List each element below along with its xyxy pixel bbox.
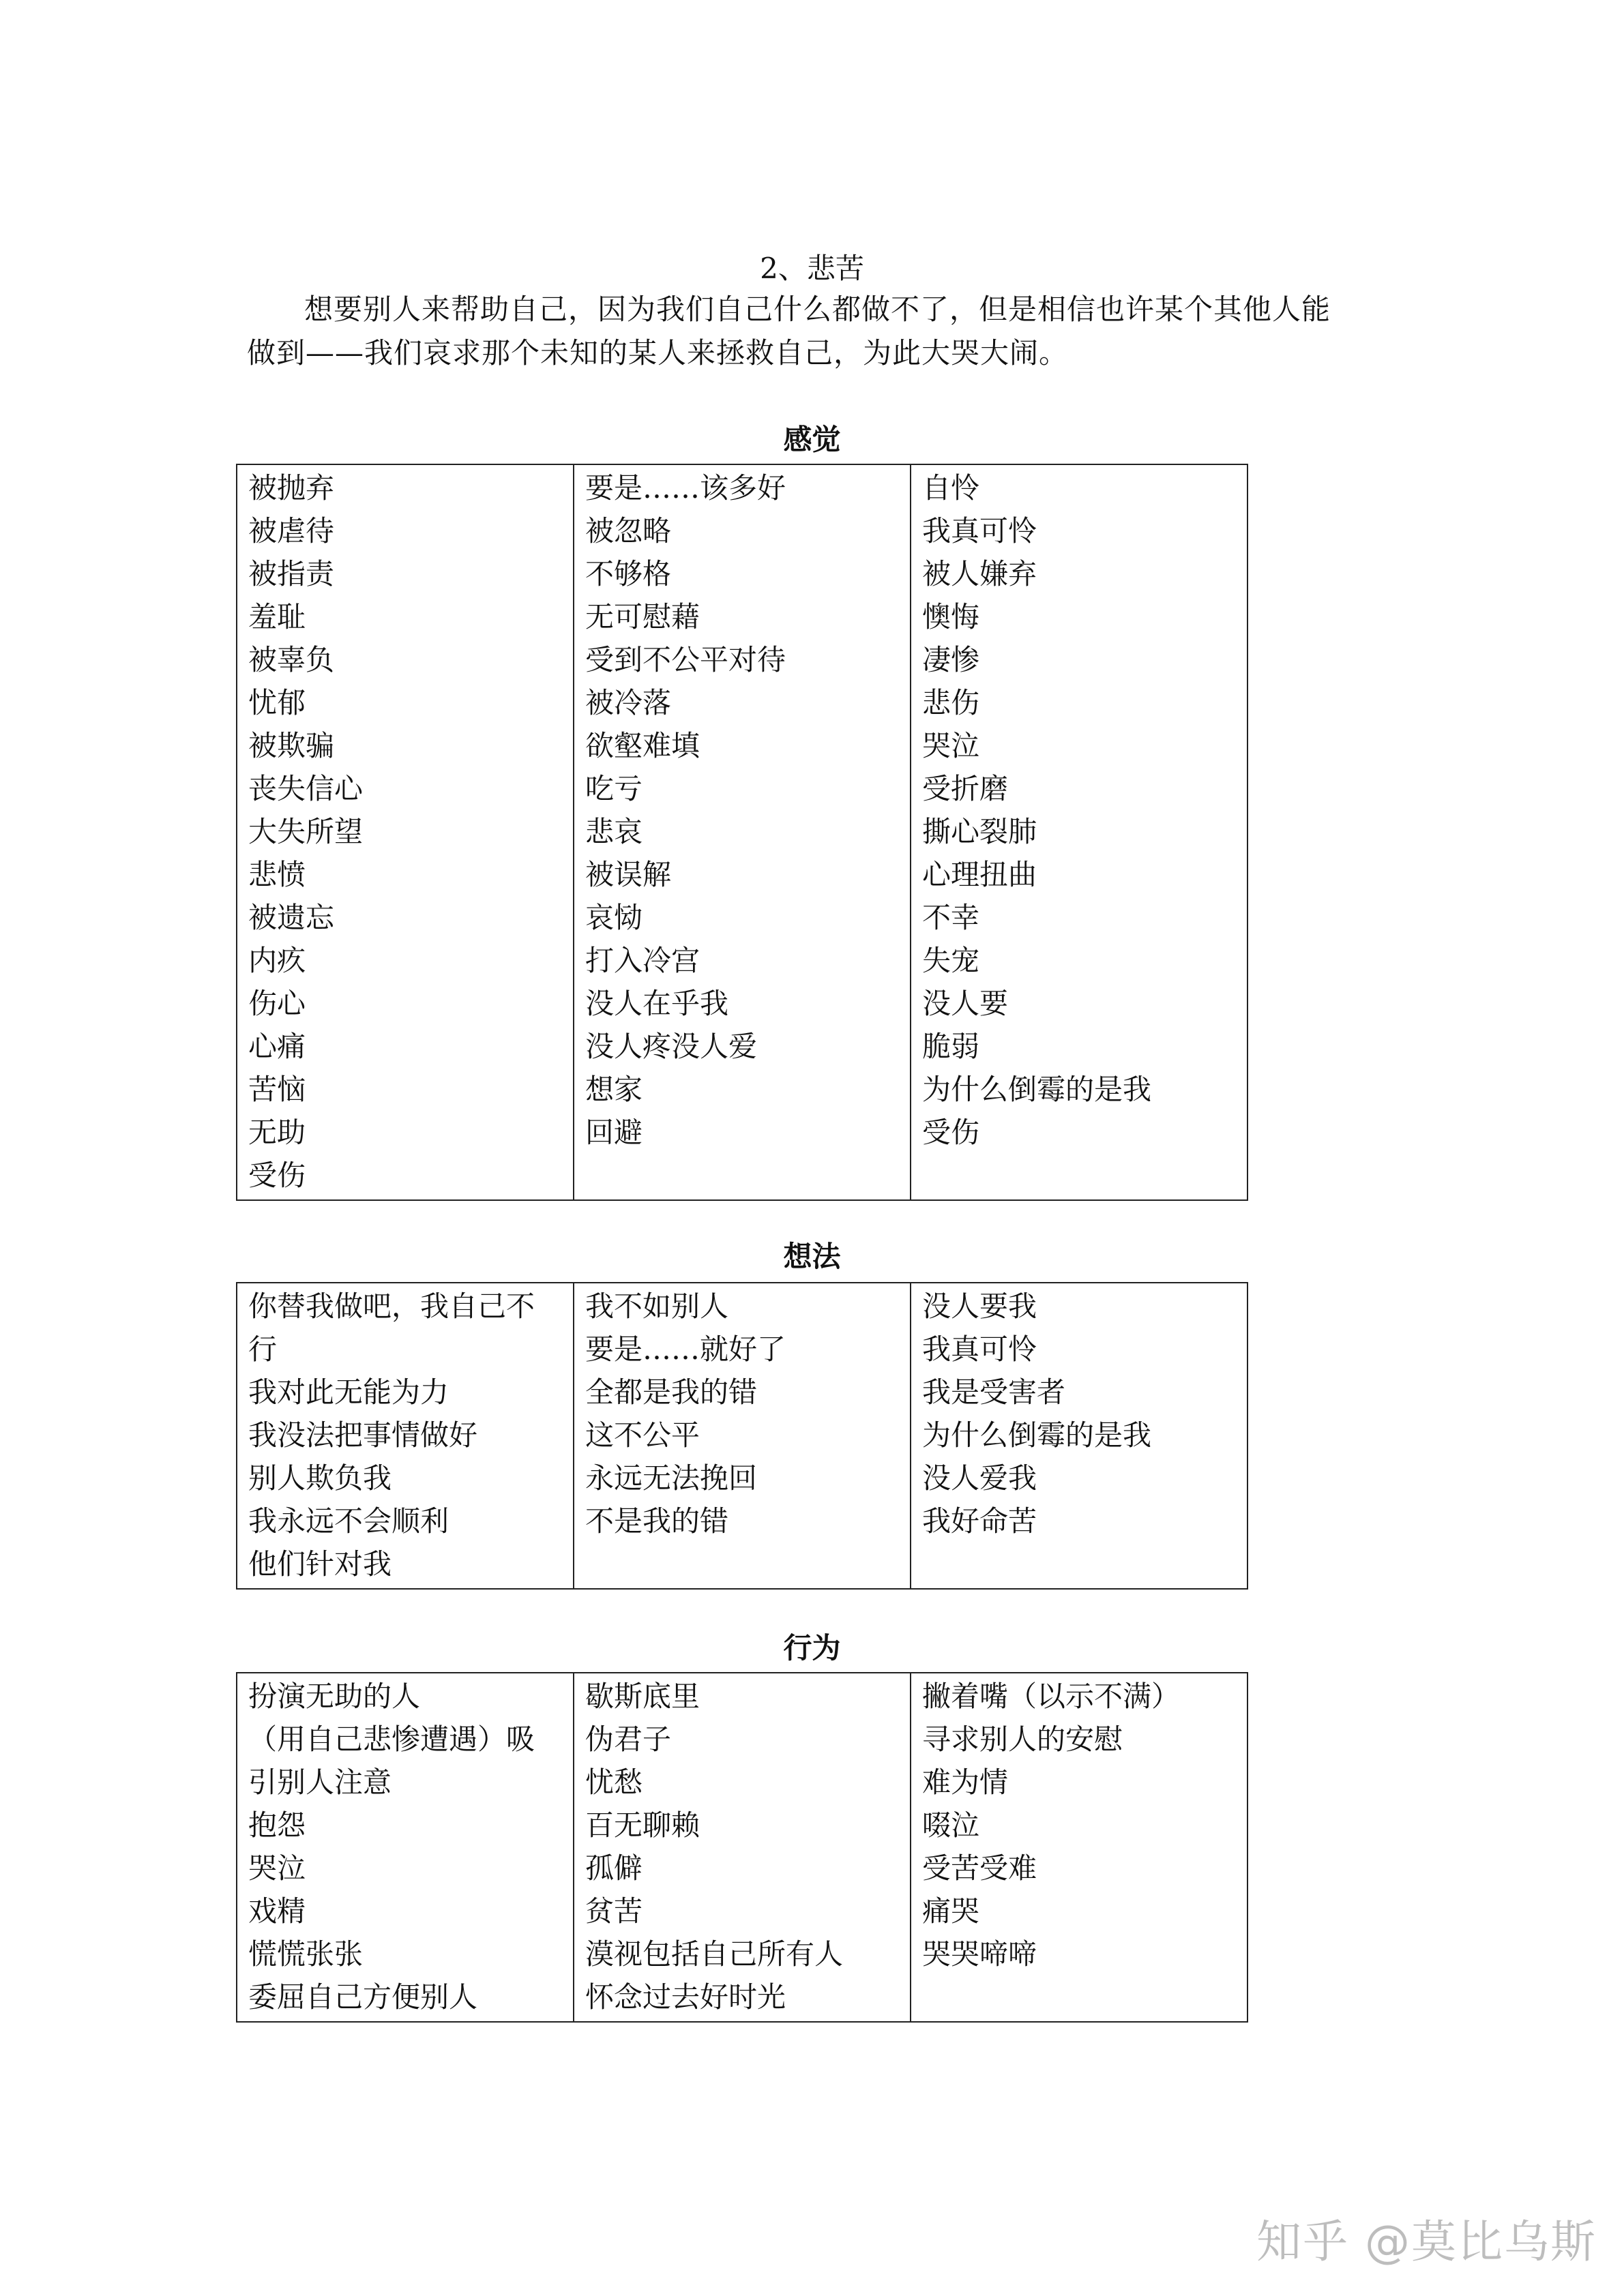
list-item: 抱怨: [248, 1808, 306, 1842]
list-item: 受折磨: [922, 772, 1009, 805]
list-item: 没人要: [922, 987, 1009, 1020]
list-item: 伪君子: [585, 1723, 672, 1756]
feelings-table: [236, 464, 1248, 1201]
list-item: （用自己悲惨遭遇）吸: [248, 1723, 535, 1756]
feelings-col-1: [237, 464, 574, 1200]
list-item: 别人欺负我: [248, 1461, 392, 1495]
list-item: 全都是我的错: [585, 1375, 758, 1409]
list-item: 要是……该多好: [585, 471, 786, 505]
list-item: 被遗忘: [248, 901, 335, 934]
thoughts-col-1: [237, 1283, 574, 1589]
list-item: 我是受害者: [922, 1375, 1066, 1409]
list-item: 悲伤: [922, 686, 980, 719]
list-item: 扮演无助的人: [248, 1680, 421, 1713]
behaviors-title: 行为: [783, 1631, 841, 1665]
list-item: 欲壑难填: [585, 729, 700, 762]
list-item: 戏精: [248, 1894, 306, 1928]
list-item: 撇着嘴（以示不满）: [922, 1680, 1181, 1713]
list-item: 自怜: [922, 471, 980, 505]
behaviors-col-3: [911, 1673, 1247, 2022]
list-item: 被误解: [585, 858, 672, 891]
list-item: 被指责: [248, 557, 335, 591]
list-item: 被忽略: [585, 514, 672, 548]
list-item: 慌慌张张: [248, 1937, 364, 1971]
list-item: 哭泣: [922, 729, 980, 762]
list-item: 羞耻: [248, 600, 306, 633]
list-item: 哭哭啼啼: [922, 1937, 1037, 1971]
list-item: 心理扭曲: [922, 858, 1037, 891]
list-item: 我好命苦: [922, 1504, 1037, 1538]
list-item: 吃亏: [585, 772, 643, 805]
list-item: 脆弱: [922, 1030, 980, 1063]
intro-paragraph: [247, 288, 1393, 375]
table-row: [237, 1283, 1247, 1589]
list-item: 失宠: [922, 944, 980, 977]
list-item: 痛哭: [922, 1894, 980, 1928]
thoughts-title: 想法: [783, 1240, 841, 1273]
list-item: 无可慰藉: [585, 600, 700, 633]
list-item: 悲哀: [585, 815, 643, 848]
list-item: 内疚: [248, 944, 306, 977]
list-item: 忧愁: [585, 1765, 643, 1799]
list-item: 伤心: [248, 987, 306, 1020]
list-item: 我真可怜: [922, 1332, 1037, 1366]
list-item: 歇斯底里: [585, 1680, 700, 1713]
table-row: [237, 464, 1247, 1200]
section-title: 2、悲苦: [760, 252, 864, 285]
list-item: 怀念过去好时光: [585, 1980, 786, 2014]
list-item: 回避: [585, 1116, 643, 1149]
list-item: 你替我做吧，我自己不: [248, 1289, 535, 1323]
feelings-col-2: [574, 464, 911, 1200]
table-row: [237, 1673, 1247, 2022]
list-item: 行: [248, 1332, 278, 1366]
list-item: 我不如别人: [585, 1289, 729, 1323]
list-item: 凄惨: [922, 643, 980, 676]
thoughts-table: [236, 1282, 1248, 1590]
list-item: 难为情: [922, 1765, 1009, 1799]
list-item: 委屈自己方便别人: [248, 1980, 478, 2014]
feelings-col-3: [911, 464, 1247, 1200]
list-item: 无助: [248, 1116, 306, 1149]
list-item: 哭泣: [248, 1851, 306, 1885]
list-item: 我没法把事情做好: [248, 1418, 478, 1452]
list-item: 我对此无能为力: [248, 1375, 449, 1409]
list-item: 为什么倒霉的是我: [922, 1418, 1152, 1452]
list-item: 被欺骗: [248, 729, 335, 762]
list-item: 为什么倒霉的是我: [922, 1073, 1152, 1106]
list-item: 我永远不会顺利: [248, 1504, 449, 1538]
list-item: 受伤: [922, 1116, 980, 1149]
list-item: 苦恼: [248, 1073, 306, 1106]
list-item: 忧郁: [248, 686, 306, 719]
list-item: 我真可怜: [922, 514, 1037, 548]
list-item: 被抛弃: [248, 471, 335, 505]
list-item: 孤僻: [585, 1851, 643, 1885]
watermark: 知乎 @莫比乌斯: [1256, 2216, 1597, 2268]
list-item: 不幸: [922, 901, 980, 934]
behaviors-col-1: [237, 1673, 574, 2022]
list-item: 大失所望: [248, 815, 364, 848]
list-item: 没人爱我: [922, 1461, 1037, 1495]
list-item: 被辜负: [248, 643, 335, 676]
list-item: 这不公平: [585, 1418, 700, 1452]
list-item: 漠视包括自己所有人: [585, 1937, 844, 1971]
list-item: 受苦受难: [922, 1851, 1037, 1885]
behaviors-col-2: [574, 1673, 911, 2022]
list-item: 没人要我: [922, 1289, 1037, 1323]
list-item: 没人疼没人爱: [585, 1030, 758, 1063]
list-item: 受到不公平对待: [585, 643, 786, 676]
list-item: 受伤: [248, 1159, 306, 1192]
behaviors-table: [236, 1672, 1248, 2023]
feelings-title: 感觉: [783, 423, 841, 456]
list-item: 贫苦: [585, 1894, 643, 1928]
list-item: 永远无法挽回: [585, 1461, 758, 1495]
list-item: 悲愤: [248, 858, 306, 891]
list-item: 百无聊赖: [585, 1808, 700, 1842]
list-item: 被虐待: [248, 514, 335, 548]
list-item: 引别人注意: [248, 1765, 392, 1799]
list-item: 他们针对我: [248, 1547, 392, 1581]
list-item: 哀恸: [585, 901, 643, 934]
list-item: 被人嫌弃: [922, 557, 1037, 591]
list-item: 没人在乎我: [585, 987, 729, 1020]
list-item: 被冷落: [585, 686, 672, 719]
list-item: 撕心裂肺: [922, 815, 1037, 848]
list-item: 不够格: [585, 557, 672, 591]
list-item: 懊悔: [922, 600, 980, 633]
thoughts-col-2: [574, 1283, 911, 1589]
list-item: 寻求别人的安慰: [922, 1723, 1123, 1756]
list-item: 丧失信心: [248, 772, 364, 805]
list-item: 想家: [585, 1073, 643, 1106]
list-item: 打入冷宫: [585, 944, 700, 977]
list-item: 心痛: [248, 1030, 306, 1063]
list-item: 啜泣: [922, 1808, 980, 1842]
list-item: 要是……就好了: [585, 1332, 786, 1366]
intro-line-2: 做到——我们哀求那个未知的某人来拯救自己，为此大哭大闹。: [247, 336, 1069, 370]
intro-line-1: 想要别人来帮助自己，因为我们自己什么都做不了，但是相信也许某个其他人能: [304, 293, 1331, 326]
thoughts-col-3: [911, 1283, 1247, 1589]
list-item: 不是我的错: [585, 1504, 729, 1538]
